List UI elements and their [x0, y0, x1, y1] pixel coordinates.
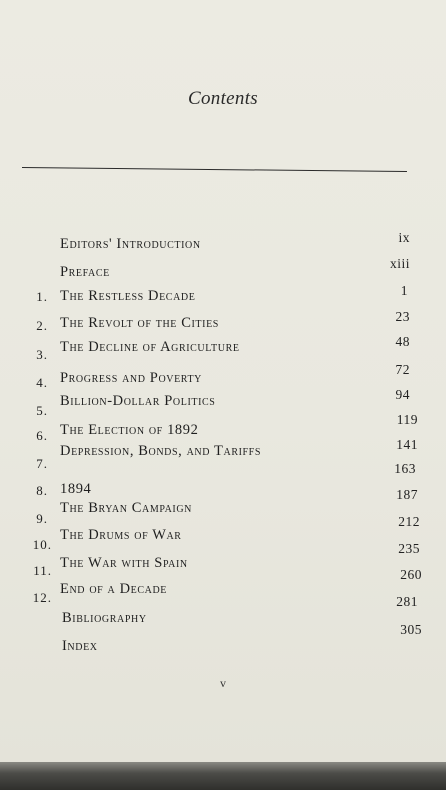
- toc-entry-page: 212: [398, 514, 420, 529]
- page-edge-shadow: [0, 762, 446, 790]
- toc-entry-page: 187: [396, 487, 418, 502]
- toc-entry-title: The Drums of War: [60, 527, 182, 543]
- toc-entry-page: 281: [396, 594, 418, 609]
- toc-entry-title: The Decline of Agriculture: [60, 339, 240, 355]
- toc-entry-title: The Bryan Campaign: [60, 500, 193, 516]
- toc-entry-title: Preface: [60, 264, 110, 280]
- toc-entry-title: Bibliography: [62, 610, 147, 626]
- toc-entry-number: 11.: [33, 563, 52, 578]
- toc-entry-title: Editors' Introduction: [60, 236, 201, 252]
- toc-entry-number: 8.: [36, 483, 48, 498]
- toc-entry-number: 3.: [36, 347, 48, 362]
- toc-entry-number: 4.: [36, 375, 48, 390]
- toc-entry-title: 1894: [60, 481, 92, 497]
- toc-entry-page: 305: [400, 622, 422, 637]
- toc-entry-page: 94: [395, 387, 410, 402]
- toc-entry-title: The Restless Decade: [60, 288, 196, 304]
- toc-entry-page: 48: [395, 334, 410, 349]
- toc-entry-page: 235: [398, 541, 420, 556]
- toc-entry-number: 9.: [36, 511, 48, 526]
- toc-entry-title: The Election of 1892: [60, 422, 199, 438]
- toc-entry-title: The War with Spain: [60, 555, 188, 571]
- toc-entry-title: Progress and Poverty: [60, 370, 203, 386]
- toc-entry-number: 5.: [36, 403, 48, 418]
- toc-entry-page: 163: [394, 461, 416, 476]
- toc-entry-title: Depression, Bonds, and Tariffs: [60, 443, 262, 459]
- toc-entry-title: Billion-Dollar Politics: [60, 393, 216, 409]
- toc-entry-page: 72: [395, 362, 410, 377]
- toc-entry-number: 12.: [32, 590, 52, 605]
- toc-entry-page: xiii: [389, 256, 410, 271]
- toc-entry-page: 119: [396, 412, 418, 427]
- toc-entry-page: 23: [395, 309, 410, 324]
- page-title: Contents: [188, 88, 258, 109]
- page-folio: v: [220, 676, 226, 690]
- toc-entry-page: 1: [400, 283, 408, 298]
- toc-entry-page: 141: [396, 437, 418, 452]
- toc-entry-number: 7.: [36, 456, 48, 471]
- toc-entry-page: 260: [400, 567, 422, 582]
- toc-entry-title: The Revolt of the Cities: [60, 315, 219, 331]
- toc-entry-page: ix: [398, 230, 410, 245]
- toc-entry-number: 1.: [36, 289, 48, 304]
- toc-entry-number: 2.: [36, 318, 48, 333]
- toc-entry-number: 6.: [36, 428, 48, 443]
- toc-entry-title: End of a Decade: [60, 581, 167, 597]
- toc-entry-number: 10.: [32, 537, 52, 552]
- toc-entry-title: Index: [62, 638, 98, 654]
